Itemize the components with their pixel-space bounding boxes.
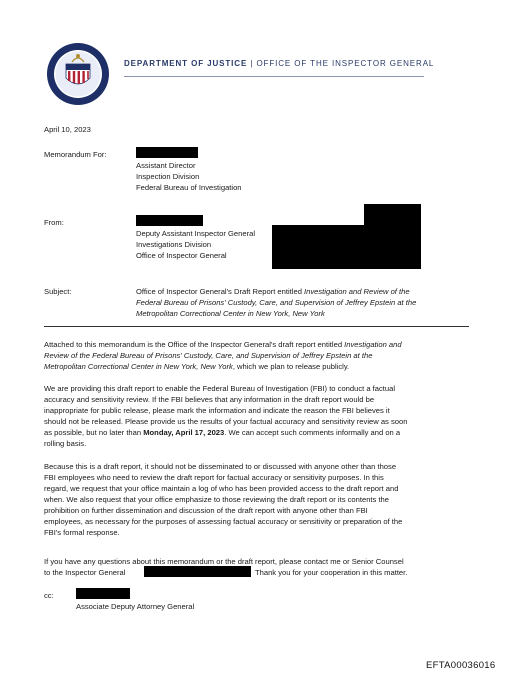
subject-line-3: Metropolitan Correctional Center in New York, New York <box>136 309 325 318</box>
para1-line <box>44 362 349 372</box>
document-reference-number: EFTA00036016 <box>426 660 496 671</box>
redaction <box>272 225 421 269</box>
redaction <box>136 147 198 158</box>
para3-line: FBI's formal response. <box>44 528 120 537</box>
para2-text: . We can accept such comments informally and on a <box>224 428 401 437</box>
para3-line: prohibition on further dissemination and discussion of the draft report with anyone other than FBI <box>44 506 368 515</box>
deadline-date: Monday, April 17, 2023 <box>143 428 225 437</box>
para2-line: accuracy and sensitivity review. If the FBI believes that any information in the draft report would be <box>44 395 375 404</box>
redaction <box>364 204 421 226</box>
header-separator: | <box>247 59 257 68</box>
from-label: From: <box>44 218 64 227</box>
from-line: Investigations Division <box>136 240 212 249</box>
redaction <box>76 588 130 599</box>
para2-line: rolling basis. <box>44 439 87 448</box>
memo-date: April 10, 2023 <box>44 125 91 134</box>
letterhead <box>124 59 434 68</box>
department-name: DEPARTMENT OF JUSTICE <box>124 59 248 68</box>
subject-title: Investigation and Review of the <box>304 287 410 296</box>
subject-label: Subject: <box>44 287 72 296</box>
subject-line-1 <box>136 287 410 297</box>
doj-oig-seal <box>46 42 110 106</box>
para1-text: , which we plan to release publicly. <box>232 362 350 371</box>
redaction <box>136 215 203 226</box>
header-rule <box>124 76 424 77</box>
cc-label: cc: <box>44 591 54 600</box>
para1-title: Investigation and <box>344 340 402 349</box>
para4-line-start: to the Inspector General <box>44 568 126 577</box>
subject-text: Office of Inspector General's Draft Report entitled <box>136 287 305 296</box>
para1-line <box>44 340 402 350</box>
para3-line: regard, we request that your office maintain a log of who has been provided access to the draft report and <box>44 484 399 493</box>
cc-line: Associate Deputy Attorney General <box>76 602 195 611</box>
memo-for-line: Federal Bureau of Investigation <box>136 183 242 192</box>
memo-for-line: Assistant Director <box>136 161 196 170</box>
para3-line: employees, as necessary for the purposes of assessing factual accuracy or sensitivity or preparation of the <box>44 517 403 526</box>
para2-text: as possible, but no later than <box>44 428 144 437</box>
para1-text: Attached to this memorandum is the Office of the Inspector General's draft report entitled <box>44 340 345 349</box>
para3-line: FBI employees who need to review the draft report for factual accuracy or sensitivity purposes. In this <box>44 473 384 482</box>
from-line: Deputy Assistant Inspector General <box>136 229 256 238</box>
para1-title: Metropolitan Correctional Center in New York, New York <box>44 362 233 371</box>
subject-line-2: Federal Bureau of Prisons' Custody, Care, and Supervision of Jeffrey Epstein at the <box>136 298 417 307</box>
from-line: Office of Inspector General <box>136 251 227 260</box>
subject-divider <box>44 326 469 327</box>
para4-line-end: Thank you for your cooperation in this matter. <box>255 568 408 577</box>
para3-line: Because this is a draft report, it should not be disseminated to or discussed with anyone other than those <box>44 462 397 471</box>
memo-for-line: Inspection Division <box>136 172 200 181</box>
para2-line: We are providing this draft report to enable the Federal Bureau of Investigation (FBI) to conduct a factual <box>44 384 396 393</box>
para4-line: If you have any questions about this memorandum or the draft report, please contact me or Senior Counsel <box>44 557 404 566</box>
para1-line: Review of the Federal Bureau of Prisons' Custody, Care, and Supervision of Jeffrey Epstein at the <box>44 351 373 360</box>
para2-line: should not be released. Please provide us the results of your factual accuracy and sensitivity review as soon <box>44 417 408 426</box>
memo-for-label: Memorandum For: <box>44 150 107 159</box>
para2-line: inappropriate for public release, please mark the information and indicate the reason the FBI believes it <box>44 406 390 415</box>
para2-line <box>44 428 400 438</box>
para3-line: when. We also request that your office emphasize to those reviewing the draft report or its contents the <box>44 495 389 504</box>
office-name: OFFICE OF THE INSPECTOR GENERAL <box>256 59 435 68</box>
redaction <box>144 566 251 577</box>
